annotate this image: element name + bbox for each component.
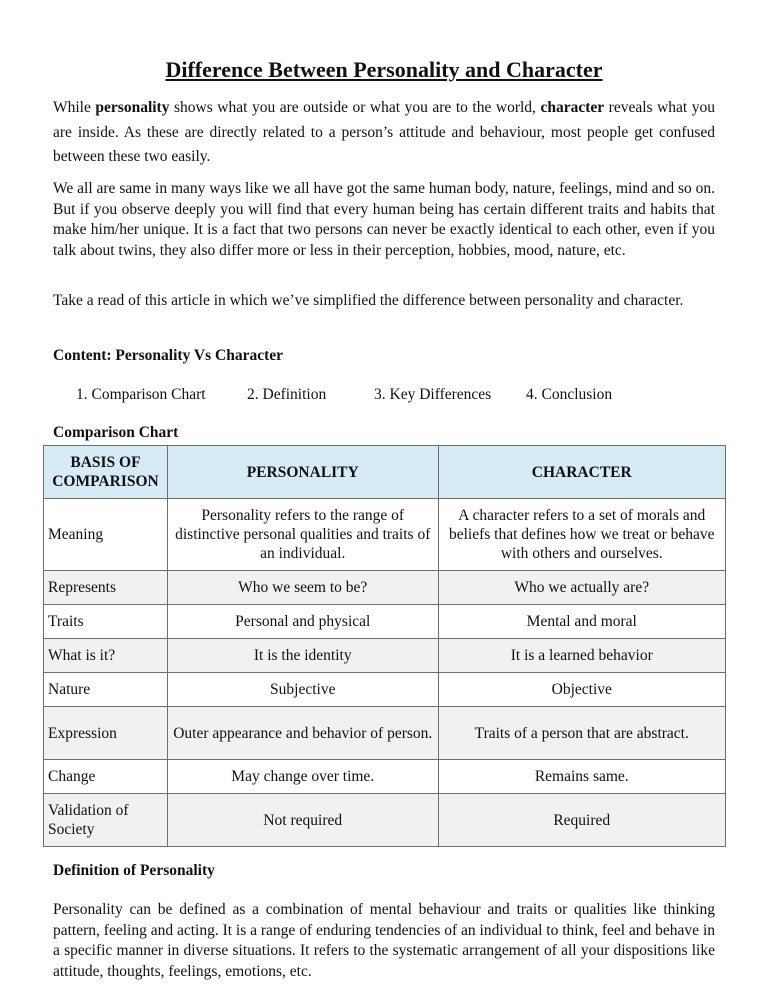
row-label: Traits [44, 605, 168, 639]
personality-cell: Not required [167, 794, 438, 847]
toc-item-key-differences[interactable]: 3. Key Differences [374, 386, 492, 403]
header-character: CHARACTER [438, 446, 725, 499]
toc-item-comparison-chart[interactable]: 1. Comparison Chart [76, 386, 206, 403]
toc-item-conclusion[interactable]: 4. Conclusion [526, 386, 613, 403]
definition-heading: Definition of Personality [53, 862, 215, 879]
page-title: Difference Between Personality and Character [165, 57, 603, 82]
paragraph-3: Take a read of this article in which we’ve simplified the difference between personality and character. [53, 292, 684, 309]
personality-cell: Subjective [167, 673, 438, 707]
intro-text-1: While [53, 99, 96, 116]
character-cell: Remains same. [438, 760, 725, 794]
character-cell: It is a learned behavior [438, 639, 725, 673]
personality-cell: It is the identity [167, 639, 438, 673]
toc-item-definition[interactable]: 2. Definition [247, 386, 327, 403]
row-label: Change [44, 760, 168, 794]
character-cell: Who we actually are? [438, 571, 725, 605]
table-row [44, 605, 726, 639]
row-label: Validation of Society [44, 794, 168, 847]
table-header-row [44, 446, 726, 499]
comparison-chart-heading: Comparison Chart [53, 424, 179, 441]
definition-paragraph: Personality can be defined as a combination of mental behaviour and traits or qualities like thinking pattern, feeling and acting. It is a range of enduring tendencies of an individual to think, feel and behave in a specific manner in diverse situations. It refers to the systematic arrangement of all your dispositions like attitude, thoughts, feelings, emotions, etc. [53, 901, 715, 980]
character-cell: A character refers to a set of morals and beliefs that defines how we treat or behave with others and ourselves. [438, 499, 725, 571]
content-heading: Content: Personality Vs Character [53, 347, 284, 364]
personality-cell: Personality refers to the range of distinctive personal qualities and traits of an individual. [167, 499, 438, 571]
character-cell: Mental and moral [438, 605, 725, 639]
personality-cell: Who we seem to be? [167, 571, 438, 605]
intro-bold-character: character [540, 99, 605, 116]
intro-text-2: shows what you are outside or what you are to the world, [169, 99, 541, 116]
table-row [44, 794, 726, 847]
character-cell: Required [438, 794, 725, 847]
intro-text-3: reveals what you are inside. As these are directly related to a person’s attitude and behaviour, most people get confused between these two easily. [53, 99, 715, 165]
row-label: Expression [44, 707, 168, 760]
character-cell: Traits of a person that are abstract. [438, 707, 725, 760]
row-label: Nature [44, 673, 168, 707]
table-row [44, 673, 726, 707]
intro-bold-personality: personality [95, 99, 170, 116]
table-row [44, 499, 726, 571]
intro-paragraph [53, 96, 715, 170]
personality-cell: Outer appearance and behavior of person. [167, 707, 438, 760]
table-row [44, 707, 726, 760]
personality-cell: Personal and physical [167, 605, 438, 639]
character-cell: Objective [438, 673, 725, 707]
row-label: Meaning [44, 499, 168, 571]
table-row [44, 639, 726, 673]
header-personality: PERSONALITY [167, 446, 438, 499]
paragraph-2: We all are same in many ways like we all have got the same human body, nature, feelings, mind and so on. But if you observe deeply you will find that every human being has certain different traits and habits that make him/her unique. It is a fact that two persons can never be exactly identical to each other, even if you talk about twins, they also differ more or less in their perception, hobbies, mood, nature, etc. [53, 180, 715, 259]
personality-cell: May change over time. [167, 760, 438, 794]
header-basis: BASIS OF COMPARISON [44, 446, 168, 499]
table-row [44, 571, 726, 605]
table-row [44, 760, 726, 794]
comparison-table [43, 445, 726, 847]
row-label: What is it? [44, 639, 168, 673]
row-label: Represents [44, 571, 168, 605]
